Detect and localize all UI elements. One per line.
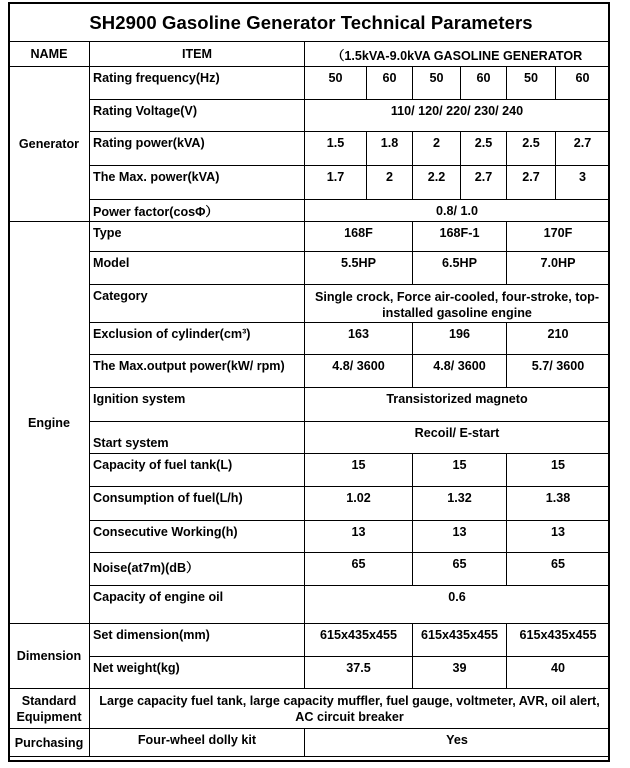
section-engine: Engine <box>9 222 90 624</box>
value-cell: 615x435x455 <box>413 624 507 657</box>
value-cell: 60 <box>367 67 413 100</box>
table-row <box>9 487 610 521</box>
parameters-table <box>8 41 610 757</box>
table-row <box>9 553 610 586</box>
table-row <box>9 586 610 624</box>
value-cell: 65 <box>413 553 507 586</box>
value-cell: 0.8/ 1.0 <box>305 200 610 222</box>
value-cell: 50 <box>305 67 367 100</box>
section-dimension: Dimension <box>9 624 90 689</box>
value-cell: 5.5HP <box>305 252 413 285</box>
page-title: SH2900 Gasoline Generator Technical Parameters <box>89 12 533 33</box>
value-cell: 2.7 <box>461 166 507 200</box>
value-cell: 60 <box>556 67 610 100</box>
value-cell: 37.5 <box>305 657 413 689</box>
value-cell: 60 <box>461 67 507 100</box>
header-name: NAME <box>9 42 90 67</box>
table-row <box>9 252 610 285</box>
value-cell: 615x435x455 <box>507 624 610 657</box>
item-label: The Max. power(kVA) <box>90 166 305 200</box>
item-label: Capacity of engine oil <box>90 586 305 624</box>
value-cell: Recoil/ E-start <box>305 422 610 454</box>
item-label: Type <box>90 222 305 252</box>
section-purchasing: Purchasing <box>9 729 90 757</box>
table-row <box>9 521 610 553</box>
value-cell: 40 <box>507 657 610 689</box>
value-cell: 2.5 <box>461 132 507 166</box>
item-label: Noise(at7m)(dB） <box>90 553 305 586</box>
value-cell: 13 <box>305 521 413 553</box>
value-cell: 1.5 <box>305 132 367 166</box>
value-cell: 0.6 <box>305 586 610 624</box>
value-cell: 2 <box>413 132 461 166</box>
table-row <box>9 132 610 166</box>
header-row <box>9 42 610 67</box>
value-cell: 50 <box>413 67 461 100</box>
table-row <box>9 624 610 657</box>
value-cell: 110/ 120/ 220/ 230/ 240 <box>305 100 610 132</box>
value-cell: Large capacity fuel tank, large capacity muffler, fuel gauge, voltmeter, AVR, oil alert, AC circuit breaker <box>90 689 610 729</box>
value-cell: 13 <box>413 521 507 553</box>
value-cell: 1.7 <box>305 166 367 200</box>
item-label: Rating Voltage(V) <box>90 100 305 132</box>
item-label: Consecutive Working(h) <box>90 521 305 553</box>
value-cell: 163 <box>305 323 413 355</box>
header-item: ITEM <box>90 42 305 67</box>
table-row <box>9 200 610 222</box>
value-cell: 2.7 <box>507 166 556 200</box>
item-label: Category <box>90 285 305 323</box>
value-cell: 15 <box>305 454 413 487</box>
table-row <box>9 454 610 487</box>
value-cell: 1.38 <box>507 487 610 521</box>
value-cell: 4.8/ 3600 <box>413 355 507 388</box>
section-generator: Generator <box>9 67 90 222</box>
value-cell: 1.02 <box>305 487 413 521</box>
item-label: Rating power(kVA) <box>90 132 305 166</box>
table-row <box>9 388 610 422</box>
value-cell: 4.8/ 3600 <box>305 355 413 388</box>
value-cell: Yes <box>305 729 610 757</box>
value-cell: 5.7/ 3600 <box>507 355 610 388</box>
value-cell: 1.32 <box>413 487 507 521</box>
value-cell: 7.0HP <box>507 252 610 285</box>
value-cell: 168F <box>305 222 413 252</box>
item-label: Consumption of fuel(L/h) <box>90 487 305 521</box>
value-cell: 6.5HP <box>413 252 507 285</box>
value-cell: 615x435x455 <box>305 624 413 657</box>
table-row <box>9 67 610 100</box>
value-cell: 168F-1 <box>413 222 507 252</box>
value-cell: 50 <box>507 67 556 100</box>
value-cell: 170F <box>507 222 610 252</box>
item-label: Capacity of fuel tank(L) <box>90 454 305 487</box>
item-label: Net weight(kg) <box>90 657 305 689</box>
value-cell: 3 <box>556 166 610 200</box>
item-label: Set dimension(mm) <box>90 624 305 657</box>
item-label: Model <box>90 252 305 285</box>
value-cell: 13 <box>507 521 610 553</box>
item-label: Four-wheel dolly kit <box>90 729 305 757</box>
value-cell: 2.2 <box>413 166 461 200</box>
value-cell: 15 <box>413 454 507 487</box>
table-row <box>9 285 610 323</box>
value-cell: 39 <box>413 657 507 689</box>
table-row <box>9 222 610 252</box>
value-cell: 65 <box>507 553 610 586</box>
table-row <box>9 689 610 729</box>
item-label: Power factor(cosΦ） <box>90 200 305 222</box>
value-cell: 2 <box>367 166 413 200</box>
value-cell: Transistorized magneto <box>305 388 610 422</box>
value-cell: 210 <box>507 323 610 355</box>
item-label: Ignition system <box>90 388 305 422</box>
section-standard-equipment: Standard Equipment <box>9 689 90 729</box>
table-row <box>9 422 610 454</box>
item-label: The Max.output power(kW/ rpm) <box>90 355 305 388</box>
value-cell: 2.7 <box>556 132 610 166</box>
value-cell: 15 <box>507 454 610 487</box>
value-cell: 2.5 <box>507 132 556 166</box>
value-cell: 1.8 <box>367 132 413 166</box>
value-cell: Single crock, Force air-cooled, four-stroke, top-installed gasoline engine <box>305 285 610 323</box>
header-spec: （1.5kVA-9.0kVA GASOLINE GENERATOR <box>305 42 610 67</box>
item-label: Start system <box>90 422 305 454</box>
value-cell: 65 <box>305 553 413 586</box>
table-row <box>9 323 610 355</box>
table-row <box>9 355 610 388</box>
table-row <box>9 100 610 132</box>
table-row <box>9 729 610 757</box>
item-label: Exclusion of cylinder(cm³) <box>90 323 305 355</box>
table-row <box>9 657 610 689</box>
item-label: Rating frequency(Hz) <box>90 67 305 100</box>
value-cell: 196 <box>413 323 507 355</box>
table-row <box>9 166 610 200</box>
